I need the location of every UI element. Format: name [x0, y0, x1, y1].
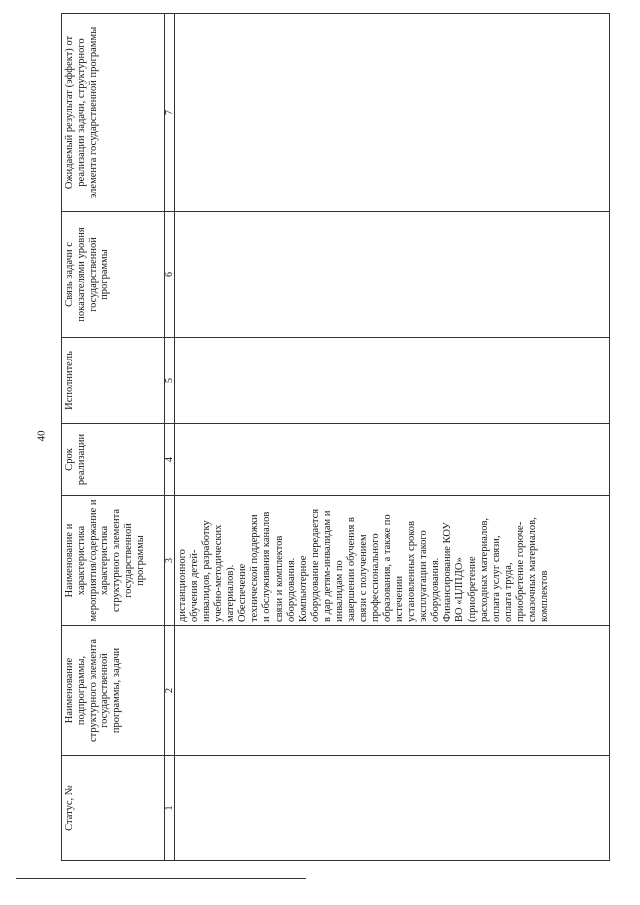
header-result: Ожидаемый результат (эффект) от реализации задачи, структурного элемента государственной программы — [62, 14, 165, 212]
description-line: завершении обучения в — [345, 517, 357, 622]
column-number: 7 — [165, 14, 175, 212]
header-indicators: Связь задачи с показателями уровня государственной программы — [62, 212, 165, 338]
header-subprogram: Наименование подпрограммы, структурного элемента государственной программы, задачи — [62, 626, 165, 756]
rotated-table-container — [61, 14, 610, 861]
description-line: и обслуживания каналов — [261, 511, 273, 622]
description-line: Компьютерное — [297, 555, 309, 622]
description-line: оборудование передается — [309, 508, 321, 622]
table-row — [175, 14, 610, 861]
description-line: (приобретение — [466, 556, 478, 622]
table-rotation-frame — [61, 14, 610, 861]
description-line: дистанционного — [177, 549, 188, 622]
description-line: оборудования. — [430, 557, 442, 622]
description-line: в дар детям-инвалидам и — [321, 510, 333, 622]
description-line: учебно-методических — [213, 524, 225, 622]
description-line: оплата труда, — [502, 562, 514, 622]
column-number: 2 — [165, 626, 175, 756]
footnote-separator — [16, 878, 306, 879]
description-line: расходных материалов, — [478, 517, 490, 622]
description-line: оборудования. — [285, 557, 297, 622]
cell-executor — [175, 338, 610, 424]
description-line: инвалидов, разработку — [201, 520, 213, 622]
description-line: установленных сроков — [406, 521, 418, 622]
description-line: профессионального — [370, 533, 381, 622]
page-number: 40 — [35, 430, 48, 442]
header-measure: Наименование и характеристика мероприятия/содержание и характеристика структурного элемента государственной программы — [62, 496, 165, 626]
description-line: смазочных материалов, — [526, 517, 538, 622]
cell-result — [175, 14, 610, 212]
description-line: связи и комплектов — [273, 535, 285, 622]
description-line: приобретение горюче- — [514, 521, 526, 622]
cell-status — [175, 756, 610, 861]
cell-measure-description — [175, 496, 610, 626]
description-line: связи с получением — [357, 534, 369, 622]
description-line: Обеспечение — [237, 563, 249, 622]
header-executor: Исполнитель — [62, 338, 165, 424]
description-line: обучения детей- — [189, 549, 201, 622]
header-period: Срок реализации — [62, 424, 165, 496]
description-line: технической поддержки — [249, 514, 261, 622]
description-line: материалов). — [225, 564, 237, 622]
column-number: 1 — [165, 756, 175, 861]
cell-period — [175, 424, 610, 496]
description-line: Финансирование КОУ — [442, 522, 454, 622]
column-number: 3 — [165, 496, 175, 626]
description-line: истечении — [394, 575, 406, 622]
column-number-row — [165, 14, 175, 861]
cell-subprogram — [175, 626, 610, 756]
description-line: комплектов — [538, 570, 550, 622]
column-number: 4 — [165, 424, 175, 496]
cell-indicators — [175, 212, 610, 338]
description-line: ВО «ЦЛПДО» — [454, 557, 466, 622]
column-number: 5 — [165, 338, 175, 424]
description-line: образования, а также по — [382, 514, 394, 622]
description-line: оплата услуг связи, — [490, 535, 502, 622]
description-line: инвалидам по — [333, 560, 345, 622]
table-header-row — [62, 14, 165, 861]
column-number: 6 — [165, 212, 175, 338]
program-table — [61, 13, 610, 861]
description-line: эксплуатации такого — [418, 530, 430, 622]
header-status: Статус, № — [62, 756, 165, 861]
